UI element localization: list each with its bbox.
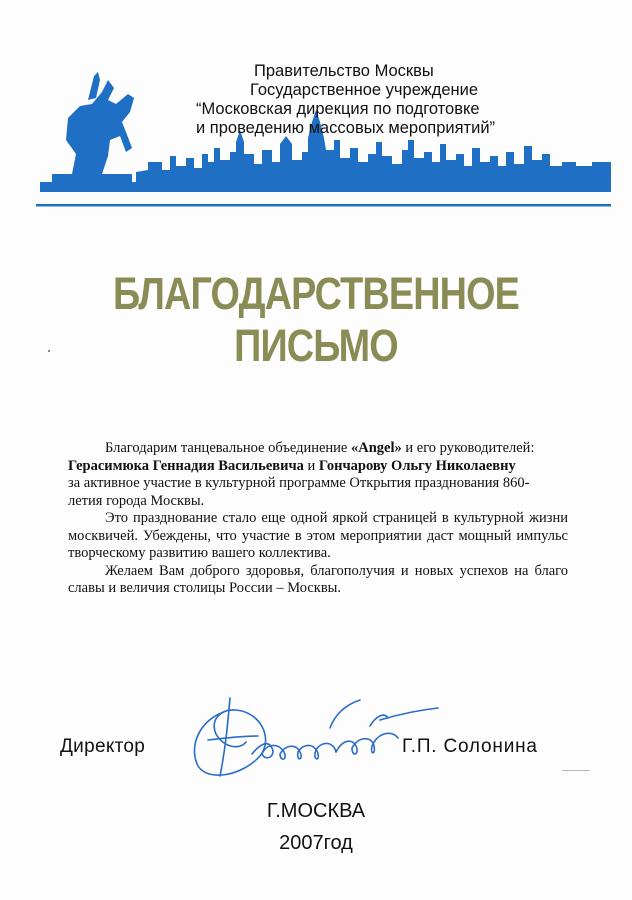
leader-name-2: Гончарову Ольгу Николаевну [318,457,516,474]
letter-body [68,440,568,598]
leader-name-1: Герасимюка Геннадия Васильевича [68,457,304,474]
city: Г.МОСКВА [266,800,366,822]
p1-text-a: Благодарим танцевальное объединение [105,440,351,456]
header-line-3: “Московская дирекция по подготовке [196,100,480,118]
body-paragraph-1-rest: за активное участие в культурной программе Открытия празднования 860-летия города Москвы. [68,475,530,509]
ensemble-name: «Angel» [351,440,402,456]
year: 2007год [279,832,353,854]
signatory-position: Директор [60,736,146,757]
speck [562,770,590,771]
body-paragraph-3: Желаем Вам доброго здоровья, благополучия и новых успехов на благо славы и величия столицы России – Москвы. [68,562,568,596]
p1-text-b: и его руководителей: [401,440,535,456]
horseman-statue-icon [40,72,144,192]
header-line-4: и проведению массовых мероприятий” [196,119,496,137]
header-rule [36,204,611,207]
body-paragraph-1 [68,440,568,458]
p1-and: и [303,457,319,474]
letter-title: БЛАГОДАРСТВЕННОЕ ПИСЬМО [112,268,520,371]
handwritten-signature [180,690,440,790]
header-line-1: Правительство Москвы [254,62,434,80]
speck [48,350,50,352]
signatory-name: Г.П. Солонина [402,736,538,757]
header-line-2: Государственное учреждение [250,81,479,99]
body-paragraph-1-people [68,458,568,476]
body-paragraph-2: Это празднование стало еще одной яркой страницей в культурной жизни москвичей. Убеждены, что участие в этом мероприятии даст мощный импульс творческому развитию вашего коллектива. [68,510,568,561]
organization-header [196,62,606,138]
